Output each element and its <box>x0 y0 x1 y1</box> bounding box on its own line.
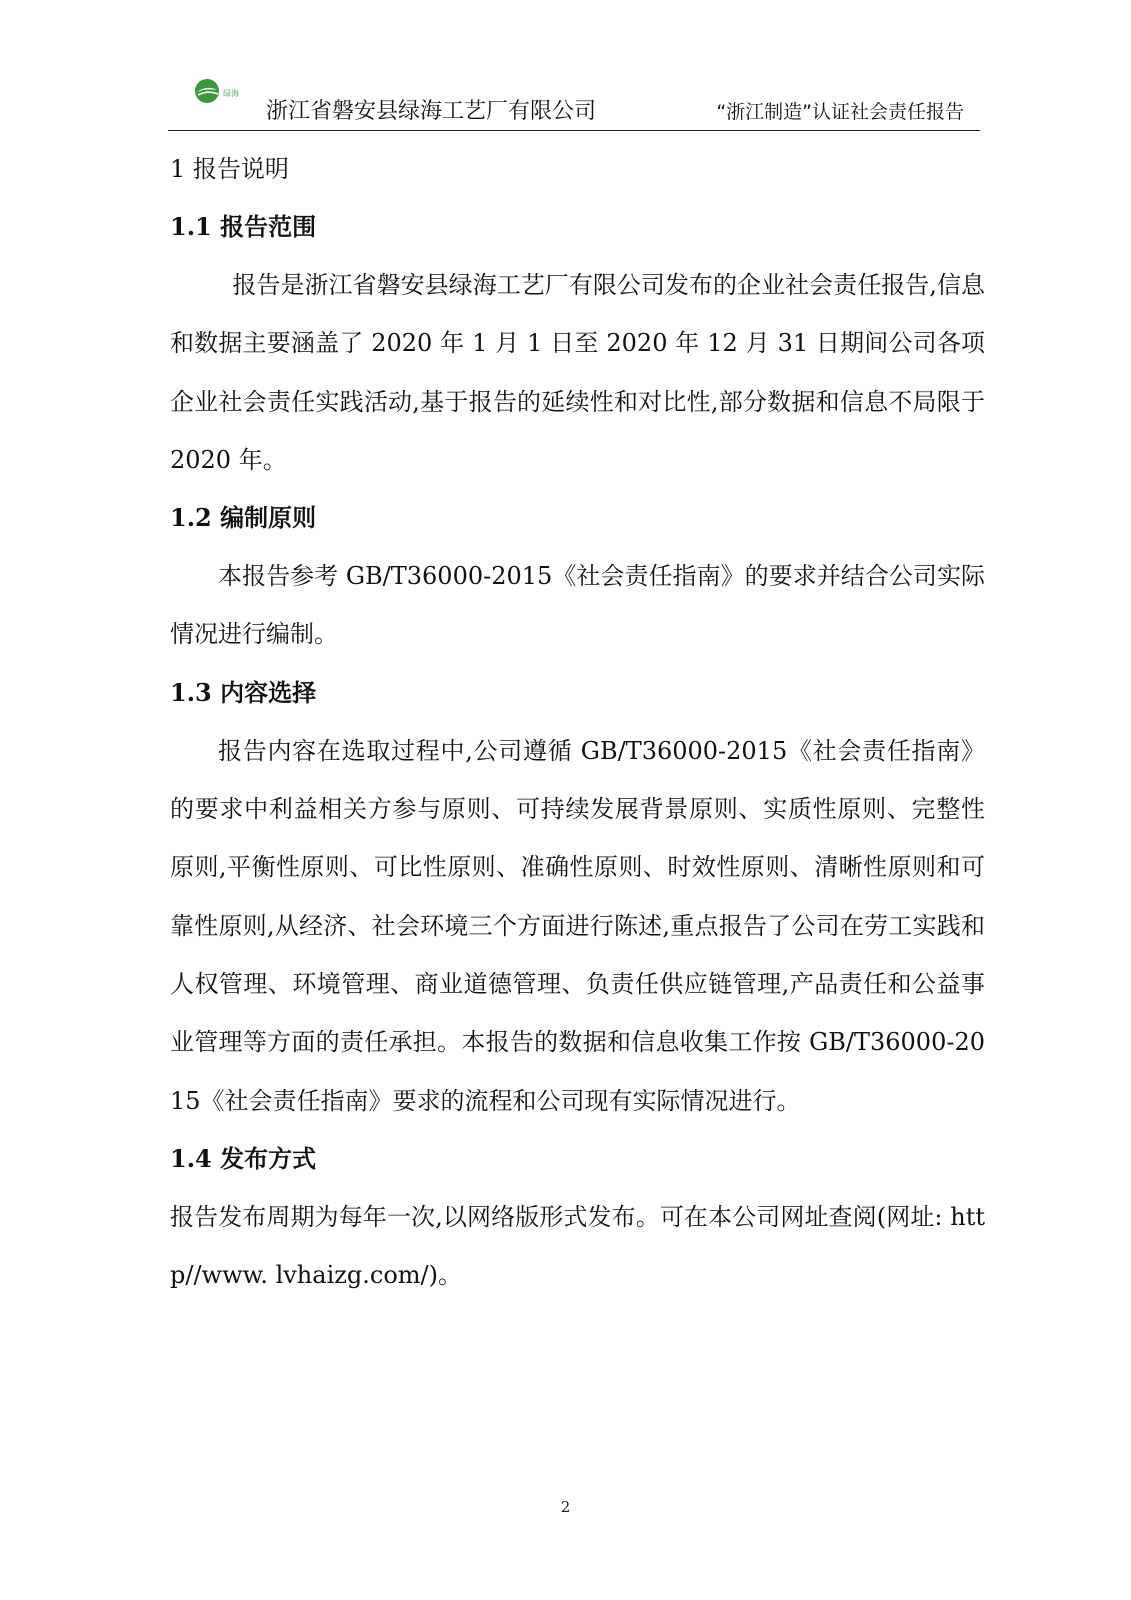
company-name: 浙江省磐安县绿海工艺厂有限公司 <box>266 99 597 124</box>
page-number: 2 <box>560 1498 571 1516</box>
subsection-heading: 1.3 内容选择 <box>170 677 317 707</box>
page-header <box>168 72 980 131</box>
logo-text: 绿海 <box>223 89 239 98</box>
report-title: “浙江制造”认证社会责任报告 <box>716 101 964 123</box>
paragraph: 报告是浙江省磐安县绿海工艺厂有限公司发布的企业社会责任报告,信息和数据主要涵盖了 2020 年 1 月 1 日至 2020 年 12 月 31 日期间公司各项企业社会责任实践活动,基于报告的延续性和对比性,部分数据和信息不局限于 2020 年。 <box>170 271 985 474</box>
subsection-heading: 1.1 报告范围 <box>170 212 317 241</box>
subsection-heading: 1.2 编制原则 <box>170 503 317 533</box>
document-body <box>170 140 985 1304</box>
paragraph: 本报告参考 GB/T36000-2015《社会责任指南》的要求并结合公司实际情况进行编制。 <box>170 562 985 649</box>
paragraph: 报告发布周期为每年一次,以网络版形式发布。可在本公司网址查阅(网址: http//www. lvhaizg.com/)。 <box>170 1202 985 1290</box>
company-logo <box>194 76 250 106</box>
paragraph: 报告内容在选取过程中,公司遵循 GB/T36000-2015《社会责任指南》的要求中利益相关方参与原则、可持续发展背景原则、实质性原则、完整性原则,平衡性原则、可比性原则、准确性原则、时效性原则、清晰性原则和可靠性原则,从经济、社会环境三个方面进行陈述,重点报告了公司在劳工实践和人权管理、环境管理、商业道德管理、负责任供应链管理,产品责任和公益事业管理等方面的责任承担。本报告的数据和信息收集工作按 GB/T36000-2015《社会责任指南》要求的流程和公司现有实际情况进行。 <box>170 736 985 1115</box>
subsection-heading: 1.4 发布方式 <box>170 1143 317 1173</box>
section-heading: 1 报告说明 <box>170 155 289 183</box>
